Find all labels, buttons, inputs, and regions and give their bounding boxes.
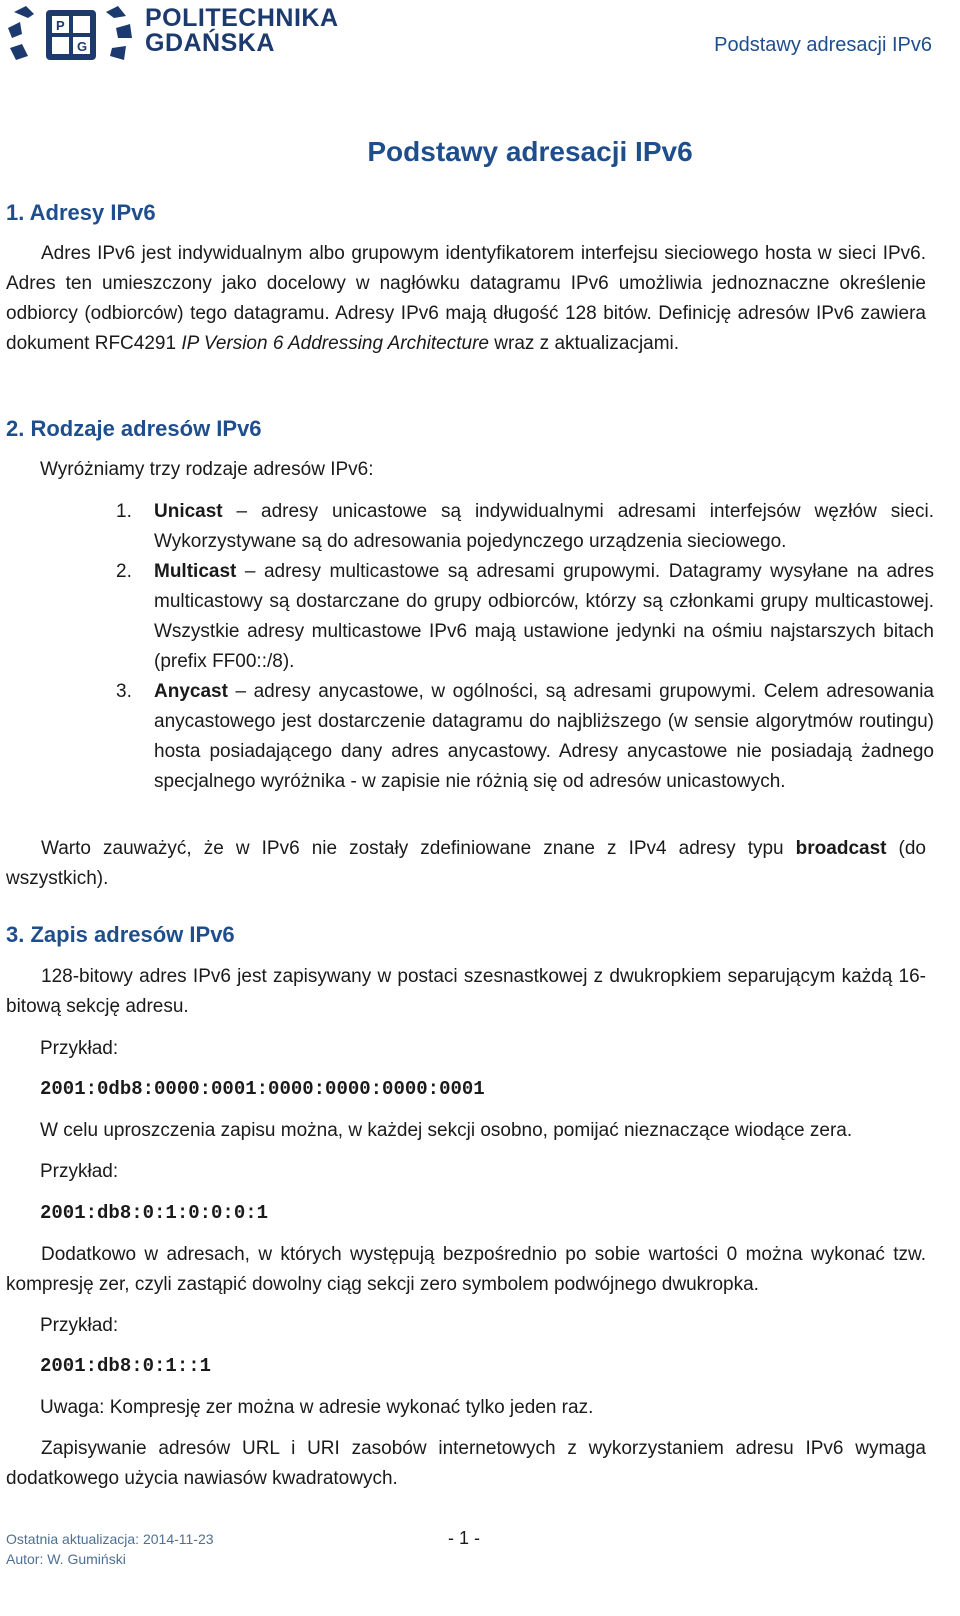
term-multicast: Multicast [154, 561, 237, 582]
example-label: Przykład: [40, 1038, 119, 1059]
section-1-text-a: Adres IPv6 jest indywidualnym albo grupowym identyfikatorem interfejsu sieciowego hosta w sieci IPv6. Adres ten umieszczony jako docelowy w nagłówku datagramu IPv6 umożliwia jednoznaczne określenie odbiorcy (odbiorców) tego datagramu. Adresy IPv6 mają długość 128 bitów. Definicję adresów IPv6 zawiera dokument RFC4291 [6, 243, 926, 354]
term-anycast: Anycast [154, 681, 228, 702]
section-1-paragraph [6, 239, 926, 359]
ipv6-address-full: 2001:0db8:0000:0001:0000:0000:0000:0001 [40, 1078, 485, 1100]
section-3-paragraph-4 [6, 1434, 926, 1494]
document-title: Podstawy adresacji IPv6 [367, 136, 693, 167]
example-label: Przykład: [40, 1315, 119, 1336]
footer-author: Autor: W. Gumiński [6, 1551, 126, 1567]
list-item-text: – adresy anycastowe, w ogólności, są adresami grupowymi. Celem adresowania anycastowego jest dostarczenie datagramu do najbliższego (w sensie algorytmów routingu) hosta posiadającego dany adres anycastowy. Adresy anycastowe nie posiadają żadnego specjalnego wyróżnika - w zapisie nie różnią się od adresów unicastowych. [154, 681, 934, 792]
paragraph-text: Dodatkowo w adresach, w których występują bezpośrednio po sobie wartości 0 można wykonać tzw. kompresję zer, czyli zastąpić dowolny ciąg sekcji zero symbolem podwójnego dwukropka. [6, 1244, 926, 1295]
logo-wordmark [145, 6, 339, 56]
list-item-multicast [116, 557, 934, 677]
list-item-anycast [116, 677, 934, 797]
rfc-title: IP Version 6 Addressing Architecture [181, 333, 489, 354]
section-3-paragraph-2: W celu uproszczenia zapisu można, w każdej sekcji osobno, pomijać nieznaczące wiodące zera. [40, 1120, 853, 1141]
page-number: - 1 - [448, 1528, 481, 1548]
term-broadcast: broadcast [795, 838, 887, 859]
crest-icon [6, 4, 136, 62]
list-item-number: 1. [116, 501, 132, 522]
list-item-unicast [116, 497, 934, 557]
example-label: Przykład: [40, 1161, 119, 1182]
note-text-b: (do wszystkich). [6, 838, 926, 889]
svg-text:G: G [77, 39, 88, 54]
paragraph-text: 128-bitowy adres IPv6 jest zapisywany w postaci szesnastkowej z dwukropkiem separującym każdą 16-bitową sekcję adresu. [6, 966, 926, 1017]
section-3-heading: 3. Zapis adresów IPv6 [6, 922, 235, 947]
section-1-text-b: wraz z aktualizacjami. [489, 333, 680, 354]
section-2-intro: Wyróżniamy trzy rodzaje adresów IPv6: [40, 459, 374, 480]
section-1-heading: 1. Adresy IPv6 [6, 200, 156, 225]
list-item-text: – adresy multicastowe są adresami grupowymi. Datagramy wysyłane na adres multicastowy są dostarczane do grupy odbiorców, którzy są członkami grupy multicastowej. Wszystkie adresy multicastowe IPv6 mają ustawione jedynki na ośmiu najstarszych bitach (prefix FF00::/8). [154, 561, 934, 672]
logo-line-2: GDAŃSKA [145, 29, 275, 57]
footer-last-updated: Ostatnia aktualizacja: 2014-11-23 [6, 1531, 214, 1547]
paragraph-text: Zapisywanie adresów URL i URI zasobów internetowych z wykorzystaniem adresu IPv6 wymaga dodatkowego użycia nawiasów kwadratowych. [6, 1438, 926, 1489]
note-text-a: Warto zauważyć, że w IPv6 nie zostały zdefiniowane znane z IPv4 adresy typu [41, 838, 796, 859]
logo-line-1: POLITECHNIKA [145, 4, 339, 32]
compression-note: Uwaga: Kompresję zer można w adresie wykonać tylko jeden raz. [40, 1397, 594, 1418]
svg-text:P: P [56, 18, 65, 33]
section-3-paragraph-1 [6, 962, 926, 1022]
section-3-paragraph-3 [6, 1240, 926, 1300]
address-types-list [116, 497, 934, 797]
term-unicast: Unicast [154, 501, 223, 522]
ipv6-address-compressed: 2001:db8:0:1::1 [40, 1355, 212, 1377]
section-2-heading: 2. Rodzaje adresów IPv6 [6, 416, 262, 441]
broadcast-note [6, 834, 926, 894]
list-item-number: 2. [116, 561, 132, 582]
running-header-title: Podstawy adresacji IPv6 [714, 34, 932, 56]
list-item-text: – adresy unicastowe są indywidualnymi adresami interfejsów węzłów sieci. Wykorzystywane są do adresowania pojedynczego urządzenia sieciowego. [154, 501, 934, 552]
ipv6-address-no-leading-zeros: 2001:db8:0:1:0:0:0:1 [40, 1202, 269, 1224]
list-item-number: 3. [116, 681, 132, 702]
